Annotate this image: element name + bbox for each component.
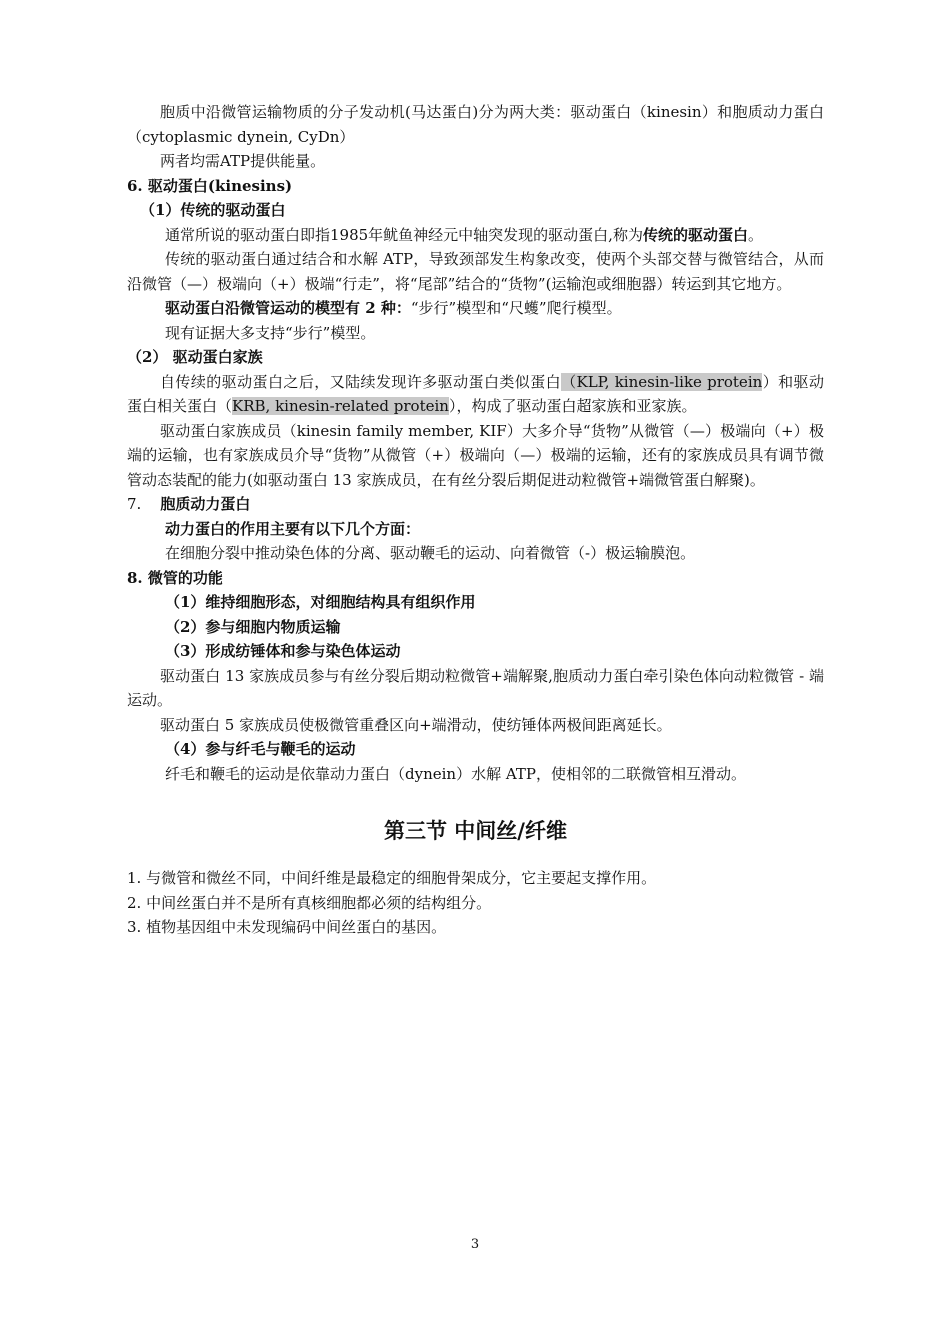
list-item: 2. 中间丝蛋白并不是所有真核细胞都必须的结构组分。 bbox=[127, 893, 492, 912]
paragraph: 在细胞分裂中推动染色体的分离、驱动鞭毛的运动、向着微管（-）极运输膜泡。 bbox=[165, 544, 696, 562]
subheading-function-3: （3）形成纺锤体和参与染色体运动 bbox=[165, 642, 401, 660]
paragraph: 现有证据大多支持“步行”模型。 bbox=[165, 323, 376, 342]
paragraph: 驱动蛋白 13 家族成员参与有丝分裂后期动粒微管+端解聚,胞质动力蛋白牵引染色体向动粒微管 - 端运动。 bbox=[127, 666, 824, 709]
page-number: 3 bbox=[470, 1237, 480, 1252]
heading-kinesins: 6. 驱动蛋白(kinesins) bbox=[127, 176, 293, 195]
list-item: 3. 植物基因组中未发现编码中间丝蛋白的基因。 bbox=[127, 918, 447, 936]
paragraph bbox=[127, 296, 824, 321]
text-run: ），构成了驱动蛋白超家族和亚家族。 bbox=[448, 397, 697, 415]
paragraph: 纤毛和鞭毛的运动是依靠动力蛋白（dynein）水解 ATP，使相邻的二联微管相互滑动。 bbox=[165, 764, 746, 783]
subheading-function-2: （2）参与细胞内物质运输 bbox=[165, 617, 341, 636]
text-run: 。 bbox=[747, 225, 763, 244]
text-run: 自传续的驱动蛋白之后，又陆续发现许多驱动蛋白类似蛋白 bbox=[160, 372, 562, 391]
heading-microtubule-functions: 8. 微管的功能 bbox=[127, 568, 223, 587]
document-page bbox=[127, 100, 824, 940]
highlighted-text: KRB, kinesin-related protein bbox=[232, 397, 449, 415]
text-run: “步行”模型和“尺蠖”爬行模型。 bbox=[410, 299, 622, 317]
paragraph-bold: 动力蛋白的作用主要有以下几个方面： bbox=[165, 519, 421, 538]
paragraph: 两者均需ATP提供能量。 bbox=[160, 152, 326, 170]
subheading-traditional-kinesin: （1）传统的驱动蛋白 bbox=[140, 201, 286, 219]
heading-text: 胞质动力蛋白 bbox=[160, 495, 251, 513]
section-title: 第三节 中间丝/纤维 bbox=[384, 818, 567, 843]
paragraph: 驱动蛋白家族成员（kinesin family member, KIF）大多介导“货物”从微管（—）极端向（+）极端的运输，也有家族成员介导“货物”从微管（+）极端向（—）极端的运输，还有的家族成员具有调节微管动态装配的能力(如驱动蛋白 13 家族成员，在有丝分裂后期促进动粒微管+端微管蛋白解聚)。 bbox=[127, 421, 824, 489]
paragraph: 传统的驱动蛋白通过结合和水解 ATP，导致颈部发生构象改变，使两个头部交替与微管结合，从而沿微管（—）极端向（+）极端“行走”，将“尾部”结合的“货物”(运输泡或细胞器）转运到其它地方。 bbox=[127, 250, 824, 293]
paragraph bbox=[127, 370, 824, 419]
list-item: 1. 与微管和微丝不同，中间纤维是最稳定的细胞骨架成分，它主要起支撑作用。 bbox=[127, 869, 657, 887]
text-run: 通常所说的驱动蛋白即指1985年鱿鱼神经元中轴突发现的驱动蛋白,称为 bbox=[165, 225, 643, 244]
heading-cytoplasmic-dynein bbox=[127, 492, 824, 517]
bold-term: 传统的驱动蛋白 bbox=[642, 225, 748, 244]
bold-term: 驱动蛋白沿微管运动的模型有 2 种： bbox=[165, 299, 411, 317]
subheading-function-4: （4）参与纤毛与鞭毛的运动 bbox=[165, 740, 356, 758]
text-run: ）和驱动蛋白相关蛋白（ bbox=[127, 372, 824, 415]
paragraph: 驱动蛋白 5 家族成员使极微管重叠区向+端滑动，使纺锤体两极间距离延长。 bbox=[160, 715, 672, 734]
paragraph bbox=[127, 223, 824, 248]
paragraph: 胞质中沿微管运输物质的分子发动机(马达蛋白)分为两大类：驱动蛋白（kinesin）和胞质动力蛋白（cytoplasmic dynein, CyDn） bbox=[127, 103, 824, 146]
subheading-kinesin-family: （2） 驱动蛋白家族 bbox=[127, 348, 263, 366]
subheading-function-1: （1）维持细胞形态，对细胞结构具有组织作用 bbox=[165, 593, 476, 611]
highlighted-text: （KLP, kinesin-like protein bbox=[561, 372, 763, 391]
heading-number: 7. bbox=[127, 495, 142, 513]
